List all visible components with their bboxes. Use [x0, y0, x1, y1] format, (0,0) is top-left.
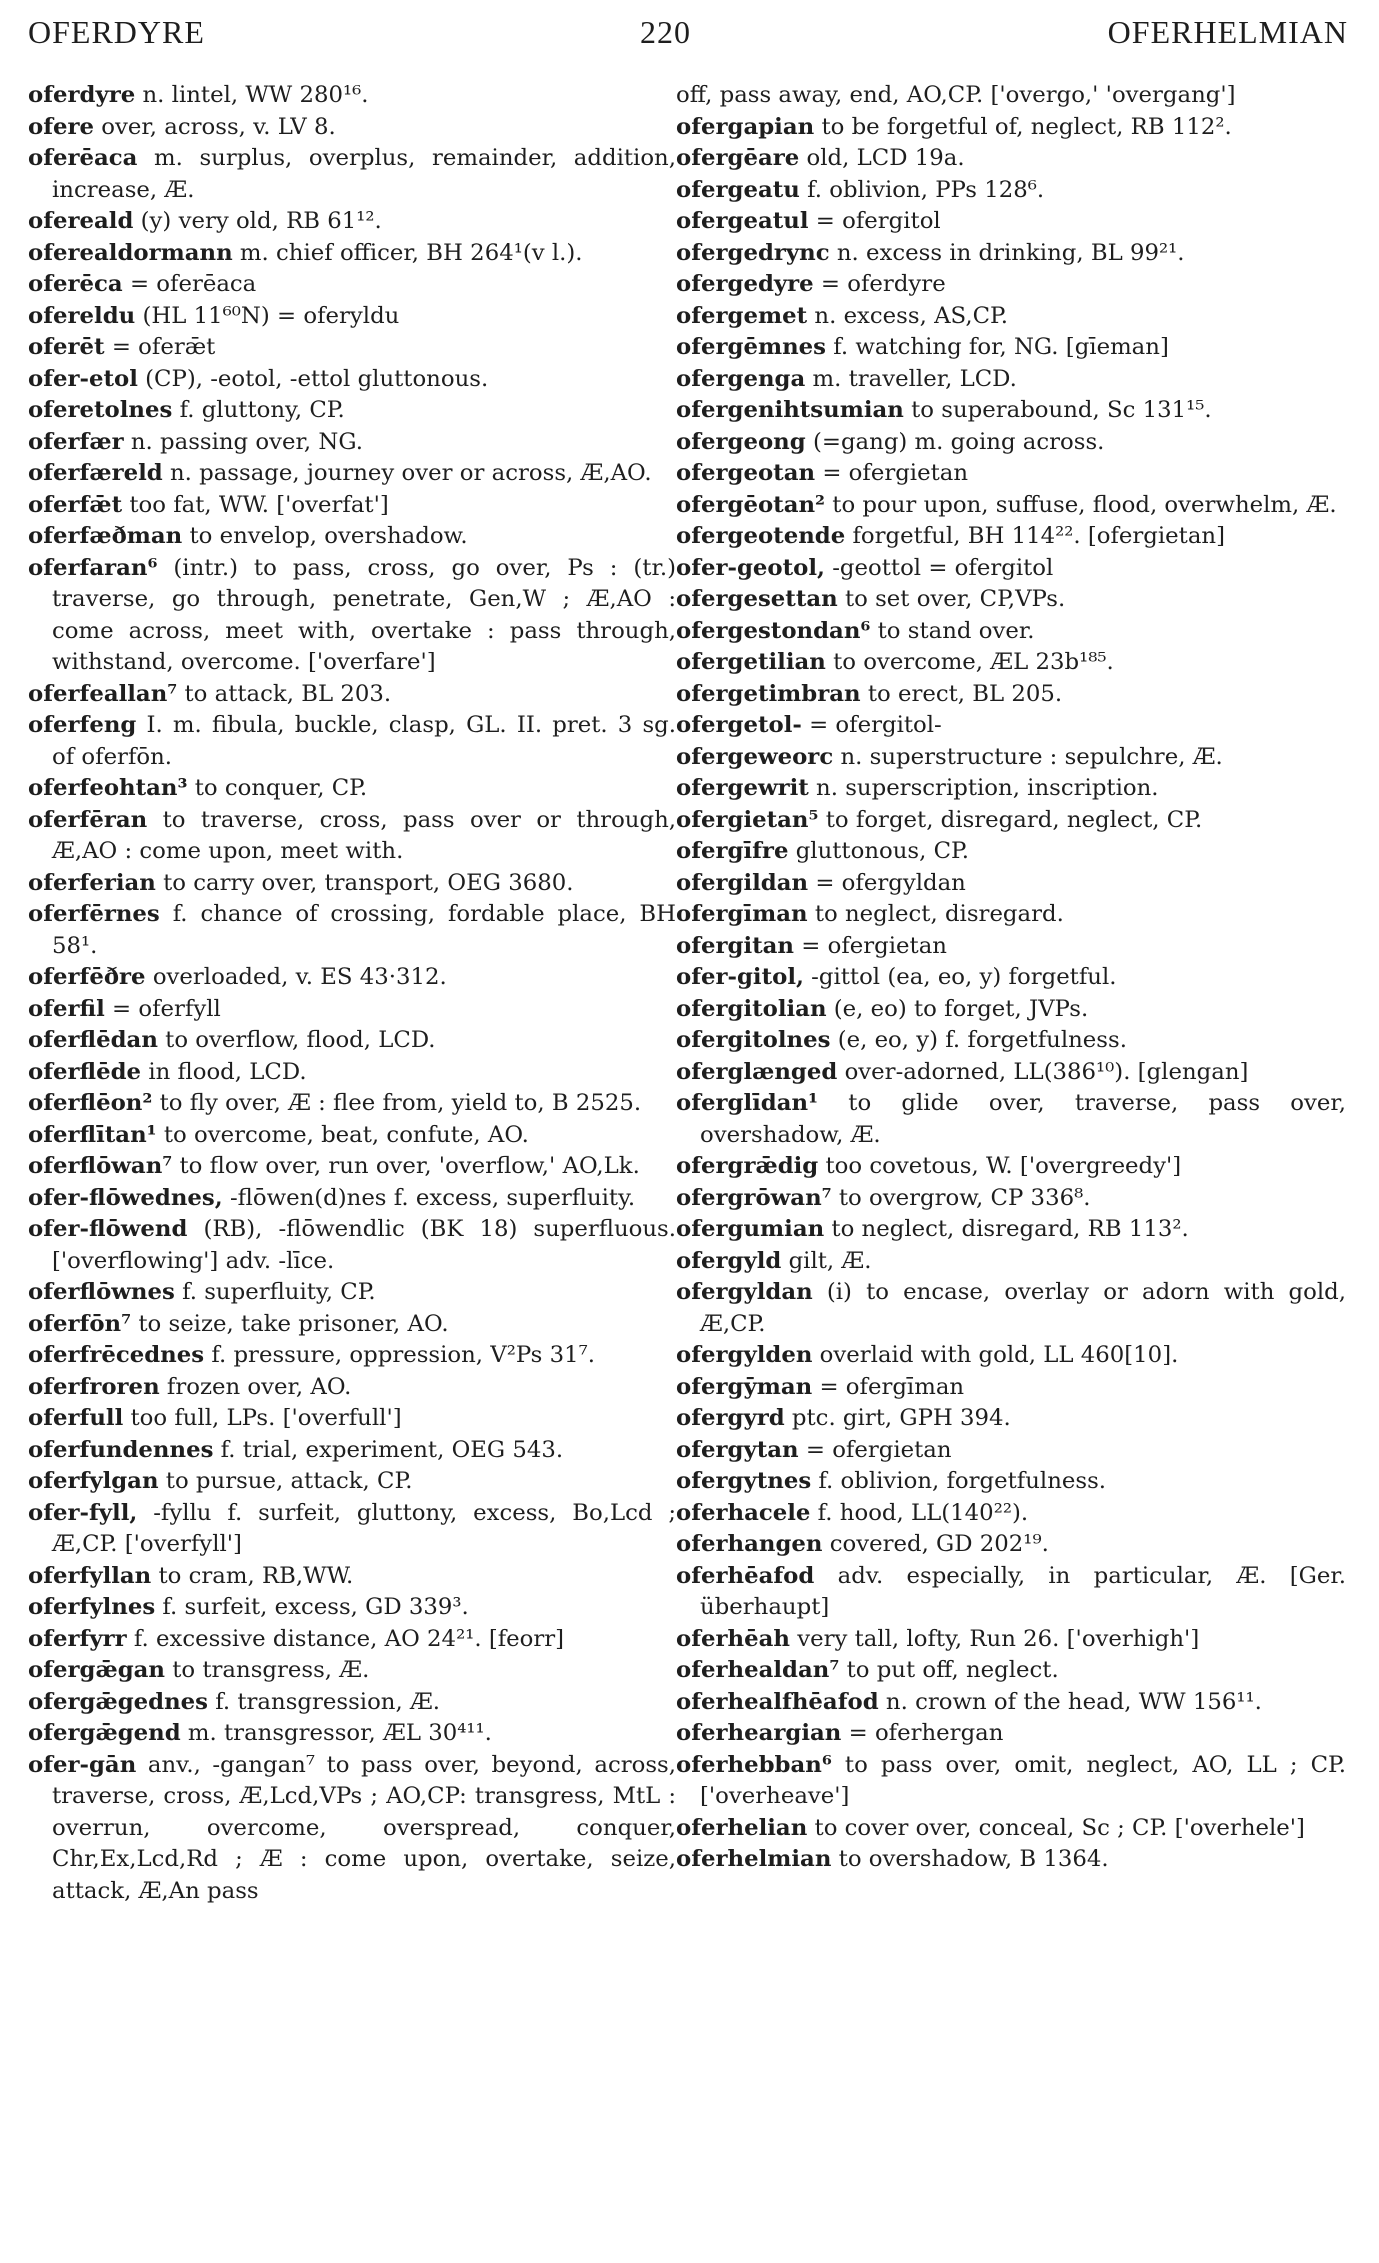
dictionary-entry [28, 1309, 676, 1341]
entry-headword: ofergenga [676, 365, 806, 392]
entry-headword: oferfylgan [28, 1468, 159, 1494]
entry-headword: ofer-etol [28, 365, 138, 392]
entry-headword: oferfaran⁶ [28, 554, 158, 581]
dictionary-entry [676, 1529, 1346, 1561]
dictionary-entry [676, 1466, 1346, 1498]
entry-definition: over, across, v. LV 8. [101, 113, 336, 140]
dictionary-entry [676, 206, 1346, 238]
entry-headword: oferhelmian [676, 1846, 832, 1872]
entry-headword: ofergytnes [676, 1468, 812, 1494]
entry-headword: oferglīdan¹ [676, 1090, 819, 1116]
dictionary-entry [28, 805, 676, 868]
entry-definition: frozen over, AO. [166, 1373, 352, 1400]
entry-definition: = ofergīman [819, 1373, 965, 1400]
entry-headword: ofereald [28, 208, 134, 234]
entry-headword: oferflōwnes [28, 1279, 175, 1305]
page-number: 220 [640, 14, 691, 50]
dictionary-entry [676, 521, 1346, 553]
dictionary-entry [676, 1687, 1346, 1719]
entry-headword: ofer-flōwend [28, 1216, 188, 1242]
entry-definition: -geottol = ofergitol [832, 554, 1054, 581]
dictionary-entry [676, 773, 1346, 805]
dictionary-entry [28, 490, 676, 522]
entry-definition: to envelop, overshadow. [189, 523, 468, 549]
entry-headword: oferhealfhēafod [676, 1688, 879, 1715]
entry-headword: oferfundennes [28, 1436, 214, 1463]
entry-headword: oferfyrr [28, 1625, 127, 1652]
dictionary-entry [676, 1655, 1346, 1687]
entry-headword: oferēaca [28, 145, 138, 171]
entry-headword: oferfǣt [28, 491, 123, 518]
entry-headword: ofer-gitol, [676, 964, 804, 990]
dictionary-entry [676, 238, 1346, 270]
entry-headword: ofergitan [676, 932, 795, 959]
dictionary-entry [676, 1214, 1346, 1246]
entry-headword: oferhangen [676, 1531, 823, 1557]
dictionary-entry [28, 1624, 676, 1656]
running-head-right: OFERHELMIAN [1107, 14, 1348, 50]
dictionary-entry [28, 1750, 676, 1908]
dictionary-entry [28, 458, 676, 490]
entry-definition: = ofergietan [801, 932, 947, 959]
dictionary-entry [28, 395, 676, 427]
dictionary-entry [28, 773, 676, 805]
dictionary-entry [676, 679, 1346, 711]
entry-headword: ofergēotan² [676, 491, 826, 518]
entry-headword: oferfeohtan³ [28, 775, 188, 801]
dictionary-entry [28, 1088, 676, 1120]
entry-headword: ofergǣgend [28, 1720, 181, 1746]
entry-definition: n. superstructure : sepulchre, Æ. [840, 743, 1223, 770]
entry-definition: to set over, CP,VPs. [844, 586, 1066, 612]
dictionary-entry [676, 1372, 1346, 1404]
entry-headword: ofergeotende [676, 523, 846, 549]
dictionary-entry [28, 1655, 676, 1687]
dictionary-entry [28, 206, 676, 238]
dictionary-entry [676, 1246, 1346, 1278]
entry-headword: oferetolnes [28, 397, 173, 423]
entry-headword: ofergewrit [676, 775, 809, 801]
dictionary-entry [676, 1340, 1346, 1372]
entry-definition: (e, eo) to forget, JVPs. [833, 995, 1089, 1022]
entry-headword: oferhealdan⁷ [676, 1657, 840, 1683]
dictionary-entry [676, 80, 1346, 112]
entry-definition: = ofergitol- [809, 712, 942, 738]
entry-definition: forgetful, BH 114²². [ofergietan] [852, 523, 1226, 549]
entry-definition: = ofergietan [822, 460, 969, 486]
dictionary-entry [28, 679, 676, 711]
dictionary-entry [676, 1624, 1346, 1656]
dictionary-entry [28, 1403, 676, 1435]
dictionary-entry [676, 1498, 1346, 1530]
dictionary-entry [676, 805, 1346, 837]
dictionary-entry [676, 742, 1346, 774]
entry-definition: overloaded, v. ES 43·312. [152, 964, 447, 990]
entry-definition: = ofergietan [805, 1436, 952, 1463]
entry-headword: ofergetilian [676, 649, 826, 675]
entry-definition: to overcome, beat, confute, AO. [163, 1121, 529, 1148]
entry-headword: oferfērnes [28, 901, 160, 927]
entry-definition: n. crown of the head, WW 156¹¹. [885, 1688, 1262, 1715]
entry-headword: ofergetol- [676, 712, 802, 738]
running-head-left: OFERDYRE [28, 14, 205, 50]
entry-headword: ofergenihtsumian [676, 397, 904, 423]
entry-definition: n. passing over, NG. [130, 428, 363, 455]
entry-definition: -fyllu f. surfeit, gluttony, excess, Bo,Lcd ; Æ,CP. ['overfyll'] [52, 1499, 676, 1557]
entry-headword: ofergestondan⁶ [676, 617, 871, 644]
entry-headword: ofer-gān [28, 1751, 137, 1778]
entry-definition: to attack, BL 203. [184, 680, 392, 707]
dictionary-entry [28, 332, 676, 364]
dictionary-entry [28, 143, 676, 206]
entry-headword: oferheargian [676, 1720, 842, 1746]
entry-headword: ofereldu [28, 302, 136, 329]
dictionary-entry [676, 553, 1346, 585]
entry-definition: to forget, disregard, neglect, CP. [825, 806, 1203, 833]
entry-definition: too fat, WW. ['overfat'] [129, 491, 389, 518]
entry-definition: to superabound, Sc 131¹⁵. [911, 397, 1212, 423]
entry-headword: oferfeallan⁷ [28, 680, 178, 707]
entry-headword: oferhacele [676, 1499, 811, 1526]
entry-headword: ofergǣgednes [28, 1688, 208, 1715]
dictionary-entry [676, 1750, 1346, 1813]
entry-headword: oferfæreld [28, 460, 163, 486]
entry-definition: to neglect, disregard, RB 113². [831, 1216, 1189, 1242]
entry-definition: to conquer, CP. [194, 775, 368, 801]
entry-headword: ofergitolian [676, 995, 827, 1022]
entry-headword: ofergesettan [676, 586, 838, 612]
dictionary-entry [28, 1561, 676, 1593]
dictionary-entry [28, 521, 676, 553]
page-header [28, 14, 1348, 70]
entry-headword: ofergapian [676, 113, 815, 140]
entry-definition: very tall, lofty, Run 26. ['overhigh'] [797, 1625, 1200, 1652]
dictionary-entry [28, 1435, 676, 1467]
entry-definition: (e, eo, y) f. forgetfulness. [837, 1027, 1127, 1053]
entry-definition: f. chance of crossing, fordable place, BH 58¹. [52, 901, 676, 959]
entry-definition: f. gluttony, CP. [179, 397, 345, 423]
entry-definition: = oferfyll [112, 995, 221, 1022]
dictionary-entry [676, 458, 1346, 490]
dictionary-entry [28, 1277, 676, 1309]
entry-definition: to overcome, ÆL 23b¹⁸⁵. [833, 649, 1114, 675]
dictionary-entry [28, 1214, 676, 1277]
entry-headword: oferfrēcednes [28, 1342, 205, 1368]
entry-headword: ofergyldan [676, 1279, 813, 1305]
entry-definition: f. transgression, Æ. [215, 1688, 441, 1715]
dictionary-entry [28, 1466, 676, 1498]
dictionary-entry [676, 1183, 1346, 1215]
dictionary-entry [676, 1088, 1346, 1151]
entry-definition: to fly over, Æ : flee from, yield to, B 2525. [159, 1090, 642, 1116]
dictionary-entry [676, 868, 1346, 900]
entry-definition: m. transgressor, ÆL 30⁴¹¹. [187, 1720, 492, 1746]
entry-headword: oferfull [28, 1405, 124, 1431]
entry-definition: (HL 11⁶⁰N) = oferyldu [142, 302, 400, 329]
dictionary-entry [28, 1151, 676, 1183]
entry-headword: oferflōwan⁷ [28, 1153, 173, 1179]
entry-headword: ofergēmnes [676, 334, 827, 360]
entry-headword: oferfōn⁷ [28, 1310, 132, 1337]
entry-definition: n. lintel, WW 280¹⁶. [142, 82, 369, 108]
entry-headword: oferfæðman [28, 523, 183, 549]
entry-headword: oferhelian [676, 1814, 808, 1841]
entry-headword: ofergeong [676, 428, 806, 455]
entry-headword: oferferian [28, 869, 156, 896]
dictionary-entry [676, 1151, 1346, 1183]
entry-headword: ofergīfre [676, 838, 789, 864]
entry-definition: (intr.) to pass, cross, go over, Ps : (tr.) traverse, go through, penetrate, Gen,W ; Æ,AO : come across, meet with, overtake : pass through, withstand, overcome. ['overfare'] [52, 554, 677, 675]
entry-headword: ofergetimbran [676, 680, 861, 707]
dictionary-entry [676, 836, 1346, 868]
entry-headword: ofer-flōwednes, [28, 1184, 223, 1211]
entry-definition: to stand over. [877, 617, 1035, 644]
entry-headword: oferflēon² [28, 1090, 153, 1116]
dictionary-entry [28, 1340, 676, 1372]
entry-headword: oferfil [28, 995, 105, 1022]
entry-definition: m. traveller, LCD. [812, 365, 1017, 392]
entry-headword: ofergedrync [676, 239, 830, 266]
left-column [28, 80, 676, 1907]
entry-headword: ofergyld [676, 1247, 782, 1274]
entry-definition: f. trial, experiment, OEG 543. [220, 1436, 564, 1463]
dictionary-entry [28, 1718, 676, 1750]
dictionary-entry [28, 553, 676, 679]
dictionary-entry [676, 1718, 1346, 1750]
entry-definition: f. pressure, oppression, V²Ps 31⁷. [211, 1342, 595, 1368]
dictionary-entry [676, 647, 1346, 679]
dictionary-entry [28, 1120, 676, 1152]
entry-definition: overlaid with gold, LL 460[10]. [819, 1342, 1179, 1368]
entry-headword: oferfylnes [28, 1594, 156, 1620]
entry-headword: ofergytan [676, 1436, 799, 1463]
entry-headword: oferfær [28, 428, 124, 455]
entry-definition: n. superscription, inscription. [816, 775, 1159, 801]
entry-definition: to glide over, traverse, pass over, overshadow, Æ. [700, 1090, 1346, 1148]
entry-headword: ofergietan⁵ [676, 806, 819, 833]
entry-definition: to overflow, flood, LCD. [165, 1027, 436, 1053]
entry-definition: I. m. fibula, buckle, clasp, GL. II. pret. 3 sg. of oferfōn. [52, 712, 676, 770]
dictionary-entry [676, 364, 1346, 396]
entry-definition: (i) to encase, overlay or adorn with gold, Æ,CP. [700, 1279, 1347, 1337]
dictionary-entry [28, 112, 676, 144]
entry-headword: ofergeatul [676, 208, 809, 234]
dictionary-entry [676, 710, 1346, 742]
entry-headword: oferfroren [28, 1373, 160, 1400]
entry-definition: to cram, RB,WW. [158, 1562, 354, 1589]
entry-headword: ofergǣgan [28, 1657, 165, 1683]
entry-definition: = ofergyldan [815, 869, 966, 896]
dictionary-entry [676, 490, 1346, 522]
dictionary-entry [28, 427, 676, 459]
entry-headword: ofergitolnes [676, 1027, 831, 1053]
dictionary-entry [676, 962, 1346, 994]
entry-headword: oferglænged [676, 1058, 838, 1085]
entry-headword: ofergeweorc [676, 743, 834, 770]
entry-headword: ofer-fyll, [28, 1499, 138, 1526]
entry-headword: ofere [28, 113, 95, 140]
dictionary-entry [28, 269, 676, 301]
entry-definition: = ofergitol [815, 208, 941, 234]
entry-definition: to put off, neglect. [846, 1657, 1059, 1683]
entry-definition: covered, GD 202¹⁹. [829, 1531, 1049, 1557]
entry-definition: over-adorned, LL(386¹⁰). [glengan] [844, 1058, 1249, 1085]
entry-definition: (RB), -flōwendlic (BK 18) superfluous. ['overflowing'] adv. -līce. [52, 1216, 677, 1274]
entry-headword: oferflēdan [28, 1027, 158, 1053]
entry-headword: oferfeng [28, 712, 137, 738]
dictionary-entry [28, 80, 676, 112]
dictionary-entry [28, 1372, 676, 1404]
dictionary-entry [676, 584, 1346, 616]
dictionary-entry [28, 1025, 676, 1057]
dictionary-entry [28, 1592, 676, 1624]
entry-definition: f. oblivion, PPs 128⁶. [807, 176, 1045, 203]
entry-headword: oferhebban⁶ [676, 1751, 832, 1778]
entry-definition: (CP), -eotol, -ettol gluttonous. [145, 365, 489, 392]
entry-definition: to pass over, omit, neglect, AO, LL ; CP. ['overheave'] [700, 1751, 1346, 1809]
dictionary-entry [28, 364, 676, 396]
entry-definition: f. superfluity, CP. [182, 1279, 376, 1305]
entry-definition: too covetous, W. ['overgreedy'] [825, 1153, 1182, 1179]
entry-headword: ofergȳman [676, 1373, 813, 1400]
entry-definition: in flood, LCD. [148, 1058, 307, 1085]
entry-definition: f. watching for, NG. [gīeman] [833, 334, 1169, 360]
entry-headword: oferfēðre [28, 964, 146, 990]
dictionary-entry [28, 1498, 676, 1561]
entry-headword: ofergīman [676, 901, 808, 927]
entry-definition: n. excess, AS,CP. [814, 302, 1008, 329]
entry-headword: oferdyre [28, 82, 136, 108]
dictionary-entry [676, 1844, 1346, 1876]
entry-headword: oferhēafod [676, 1562, 815, 1589]
entry-definition: to be forgetful of, neglect, RB 112². [821, 113, 1232, 140]
dictionary-entry [676, 1813, 1346, 1845]
entry-headword: ofergylden [676, 1342, 813, 1368]
dictionary-entry [28, 238, 676, 270]
entry-definition: gilt, Æ. [788, 1247, 872, 1274]
entry-definition: m. surplus, overplus, remainder, addition, increase, Æ. [52, 145, 676, 203]
dictionary-entry [28, 301, 676, 333]
entry-definition: f. oblivion, forgetfulness. [818, 1468, 1107, 1494]
dictionary-entry [676, 1561, 1346, 1624]
entry-definition: m. chief officer, BH 264¹(v l.). [239, 239, 583, 266]
entry-definition: to overgrow, CP 336⁸. [838, 1184, 1091, 1211]
entry-headword: ofergemet [676, 302, 808, 329]
entry-definition: to traverse, cross, pass over or through, Æ,AO : come upon, meet with. [52, 806, 677, 864]
entry-definition: to pursue, attack, CP. [165, 1468, 413, 1494]
entry-definition: old, LCD 19a. [806, 145, 965, 171]
entry-definition: f. hood, LL(140²²). [817, 1499, 1029, 1526]
entry-definition: f. surfeit, excess, GD 339³. [162, 1594, 469, 1620]
dictionary-entry [28, 1057, 676, 1089]
entry-definition: (=gang) m. going across. [812, 428, 1105, 455]
entry-definition: = oferdyre [820, 271, 946, 297]
entry-definition: n. excess in drinking, BL 99²¹. [836, 239, 1185, 266]
entry-headword: ofergyrd [676, 1405, 785, 1431]
dictionary-entry [676, 112, 1346, 144]
entry-definition: n. passage, journey over or across, Æ,AO. [169, 460, 652, 486]
entry-definition: anv., -gangan⁷ to pass over, beyond, across, traverse, cross, Æ,Lcd,VPs ; AO,CP: transgress, MtL : overrun, overcome, overspread, conquer, Chr,Ex,Lcd,Rd ; Æ : come upon, overtake, seize, attack, Æ,An pass [52, 1751, 676, 1904]
entry-headword: oferēca [28, 271, 123, 297]
entry-definition: to erect, BL 205. [867, 680, 1063, 707]
entry-headword: oferfēran [28, 806, 148, 833]
entry-headword: oferflītan¹ [28, 1121, 157, 1148]
entry-definition: = oferēaca [129, 271, 257, 297]
entry-definition: (y) very old, RB 61¹². [140, 208, 382, 234]
dictionary-entry [28, 1183, 676, 1215]
dictionary-entry [28, 994, 676, 1026]
dictionary-entry [28, 710, 676, 773]
entry-definition: to overshadow, B 1364. [838, 1846, 1109, 1872]
entry-headword: ofergumian [676, 1216, 825, 1242]
dictionary-entry [676, 175, 1346, 207]
entry-headword: ofergrōwan⁷ [676, 1184, 832, 1211]
entry-headword: ofer-geotol, [676, 554, 825, 581]
entry-headword: ofergedyre [676, 271, 814, 297]
entry-headword: oferflēde [28, 1058, 142, 1085]
entry-headword: oferfyllan [28, 1562, 152, 1589]
entry-definition: to carry over, transport, OEG 3680. [163, 869, 574, 896]
dictionary-entry [676, 1277, 1346, 1340]
dictionary-entry [676, 301, 1346, 333]
entry-definition: to transgress, Æ. [172, 1657, 370, 1683]
dictionary-entry [28, 962, 676, 994]
entry-definition: to neglect, disregard. [814, 901, 1064, 927]
entry-definition: to cover over, conceal, Sc ; CP. ['overhele'] [814, 1814, 1305, 1841]
entry-headword: ofergēare [676, 145, 800, 171]
dictionary-entry [676, 1435, 1346, 1467]
entry-definition: to flow over, run over, 'overflow,' AO,Lk. [179, 1153, 640, 1179]
entry-definition: adv. especially, in particular, Æ. [Ger. überhaupt] [700, 1562, 1346, 1620]
dictionary-entry [676, 427, 1346, 459]
entry-definition: ptc. girt, GPH 394. [791, 1405, 1011, 1431]
entry-definition: -gittol (ea, eo, y) forgetful. [811, 964, 1117, 990]
dictionary-entry [28, 899, 676, 962]
dictionary-entry [676, 899, 1346, 931]
entry-definition: = oferǣt [111, 334, 216, 360]
entry-headword: ofergrǣdig [676, 1153, 819, 1179]
entry-headword: oferealdormann [28, 239, 233, 266]
right-column [676, 80, 1346, 1876]
entry-definition: = oferhergan [848, 1720, 1004, 1746]
entry-definition: off, pass away, end, AO,CP. ['overgo,' 'overgang'] [676, 82, 1236, 108]
dictionary-entry [676, 1025, 1346, 1057]
dictionary-entry [676, 1057, 1346, 1089]
entry-headword: ofergeatu [676, 176, 800, 203]
entry-definition: too full, LPs. ['overfull'] [130, 1405, 402, 1431]
dictionary-entry [676, 931, 1346, 963]
entry-definition: -flōwen(d)nes f. excess, superfluity. [229, 1184, 636, 1211]
entry-definition: gluttonous, CP. [795, 838, 970, 864]
entry-headword: oferhēah [676, 1625, 790, 1652]
entry-definition: f. excessive distance, AO 24²¹. [feorr] [133, 1625, 565, 1652]
dictionary-entry [676, 332, 1346, 364]
dictionary-entry [676, 994, 1346, 1026]
dictionary-entry [28, 868, 676, 900]
dictionary-entry [676, 143, 1346, 175]
entry-definition: to seize, take prisoner, AO. [138, 1310, 449, 1337]
dictionary-entry [676, 395, 1346, 427]
entry-headword: ofergildan [676, 869, 809, 896]
dictionary-entry [676, 269, 1346, 301]
entry-headword: oferēt [28, 334, 105, 360]
dictionary-entry [28, 1687, 676, 1719]
entry-definition: to pour upon, suffuse, flood, overwhelm, Æ. [832, 491, 1337, 518]
entry-headword: ofergeotan [676, 460, 816, 486]
dictionary-entry [676, 1403, 1346, 1435]
dictionary-entry [676, 616, 1346, 648]
